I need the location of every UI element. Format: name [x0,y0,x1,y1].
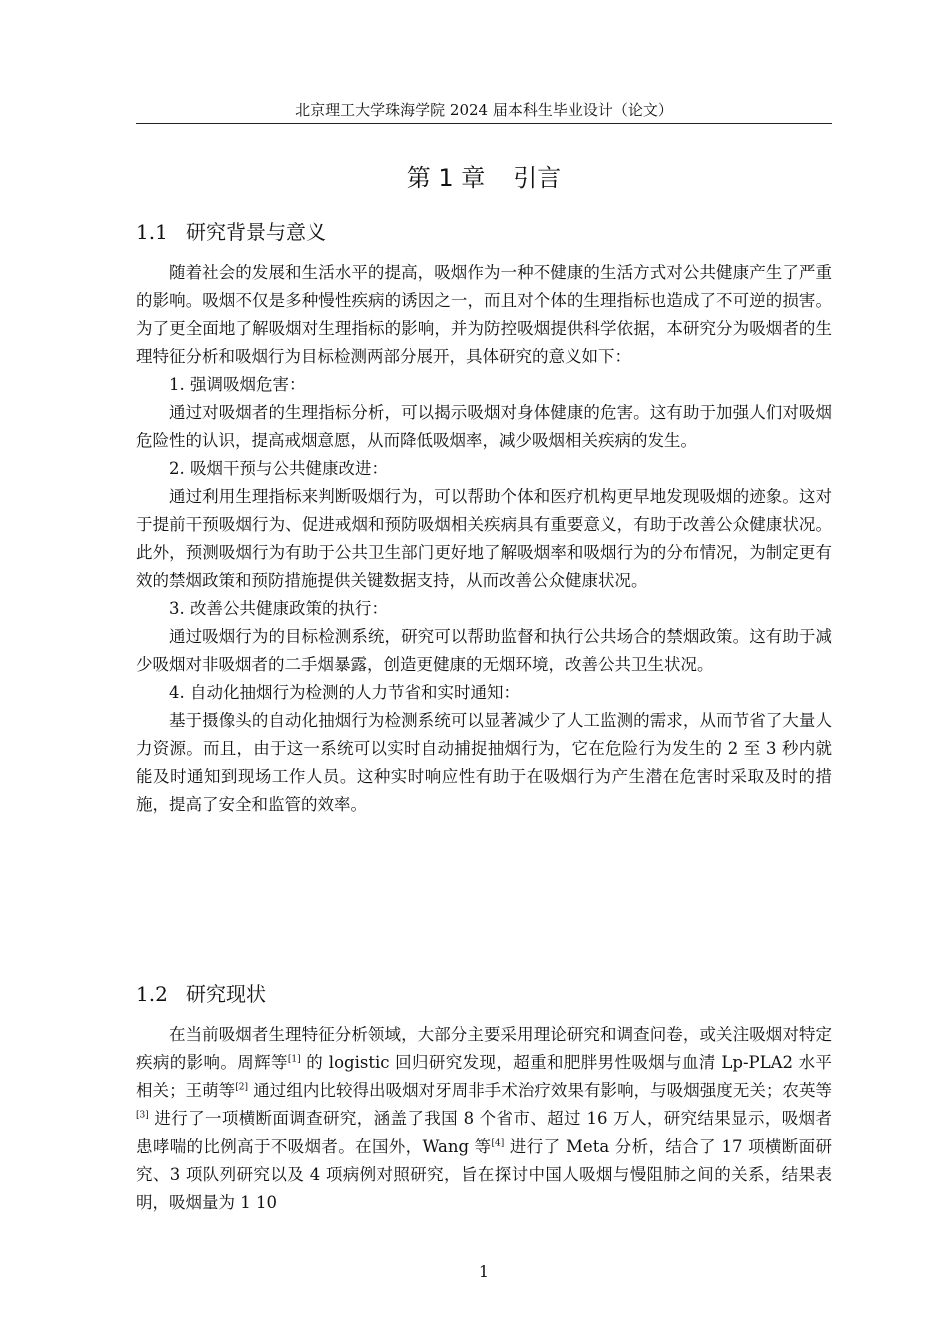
text-run: 进行了 Meta 分析，结合了 17 项横断面研究、3 项队列研究以及 4 项病例对照研究，旨在探讨中国人吸烟与慢阻肺之间的关系，结果表明，吸烟量为 1 10 [136,1137,832,1212]
section-1-1-body [136,259,832,819]
section-title: 研究背景与意义 [186,220,326,244]
chapter-number: 第 1 章 [406,164,486,192]
list-heading: 3. 改善公共健康政策的执行： [169,599,388,618]
section-heading-1-1 [136,218,832,246]
running-header: 北京理工大学珠海学院 2024 届本科生毕业设计（论文） [295,101,673,119]
text-run: 通过组内比较得出吸烟对牙周非手术治疗效果有影响，与吸烟强度无关；农英等 [247,1081,833,1100]
page-number: 1 [478,1262,490,1281]
chapter-name: 引言 [513,164,562,192]
section-number: 1.2 [136,982,168,1006]
paragraph: 基于摄像头的自动化抽烟行为检测系统可以显著减少了人工监测的需求，从而节省了大量人力资源。而且，由于这一系统可以实时自动捕捉抽烟行为，它在危险行为发生的 2 至 3 秒内就能及时通知到现场工作人员。这种实时响应性有助于在吸烟行为产生潜在危害时采取及时的措施，提高了安全和监管的效率。 [136,711,832,814]
citation-4[interactable]: [4] [491,1138,505,1149]
paragraph [136,1021,832,1217]
section-1-2-body [136,1021,832,1217]
section-number: 1.1 [136,220,168,244]
list-heading: 4. 自动化抽烟行为检测的人力节省和实时通知： [169,683,520,702]
list-heading: 2. 吸烟干预与公共健康改进： [169,459,388,478]
citation-1[interactable]: [1] [287,1054,301,1065]
section-heading-1-2 [136,980,832,1008]
list-heading: 1. 强调吸烟危害： [169,375,306,394]
paragraph: 随着社会的发展和生活水平的提高，吸烟作为一种不健康的生活方式对公共健康产生了严重的影响。吸烟不仅是多种慢性疾病的诱因之一，而且对个体的生理指标也造成了不可逆的损害。为了更全面地了解吸烟对生理指标的影响，并为防控吸烟提供科学依据，本研究分为吸烟者的生理特征分析和吸烟行为目标检测两部分展开，具体研究的意义如下： [136,263,832,366]
header-divider [136,123,832,124]
text-run: 在当前吸烟者生理特征分析领域，大部分主要采用理论研究和调查问卷，或关注吸烟对特定疾病的影响。周辉等 [136,1025,832,1072]
paragraph: 通过吸烟行为的目标检测系统，研究可以帮助监督和执行公共场合的禁烟政策。这有助于减少吸烟对非吸烟者的二手烟暴露，创造更健康的无烟环境，改善公共卫生状况。 [136,627,832,674]
citation-3[interactable]: [3] [136,1110,149,1121]
paragraph: 通过利用生理指标来判断吸烟行为，可以帮助个体和医疗机构更早地发现吸烟的迹象。这对于提前干预吸烟行为、促进戒烟和预防吸烟相关疾病具有重要意义，有助于改善公众健康状况。此外，预测吸烟行为有助于公共卫生部门更好地了解吸烟率和吸烟行为的分布情况，为制定更有效的禁烟政策和预防措施提供关键数据支持，从而改善公众健康状况。 [136,487,832,590]
text-run: 进行了一项横断面调查研究，涵盖了我国 8 个省市、超过 16 万人，研究结果显示，吸烟者患哮喘的比例高于不吸烟者。在国外，Wang 等 [136,1109,832,1156]
chapter-title [136,162,832,194]
paragraph: 通过对吸烟者的生理指标分析，可以揭示吸烟对身体健康的危害。这有助于加强人们对吸烟危险性的认识，提高戒烟意愿，从而降低吸烟率，减少吸烟相关疾病的发生。 [136,403,832,450]
text-run: 的 logistic 回归研究发现，超重和肥胖男性吸烟与血清 Lp-PLA2 水平相关；王萌等 [136,1053,832,1100]
section-title: 研究现状 [186,982,266,1006]
citation-2[interactable]: [2] [235,1082,248,1093]
